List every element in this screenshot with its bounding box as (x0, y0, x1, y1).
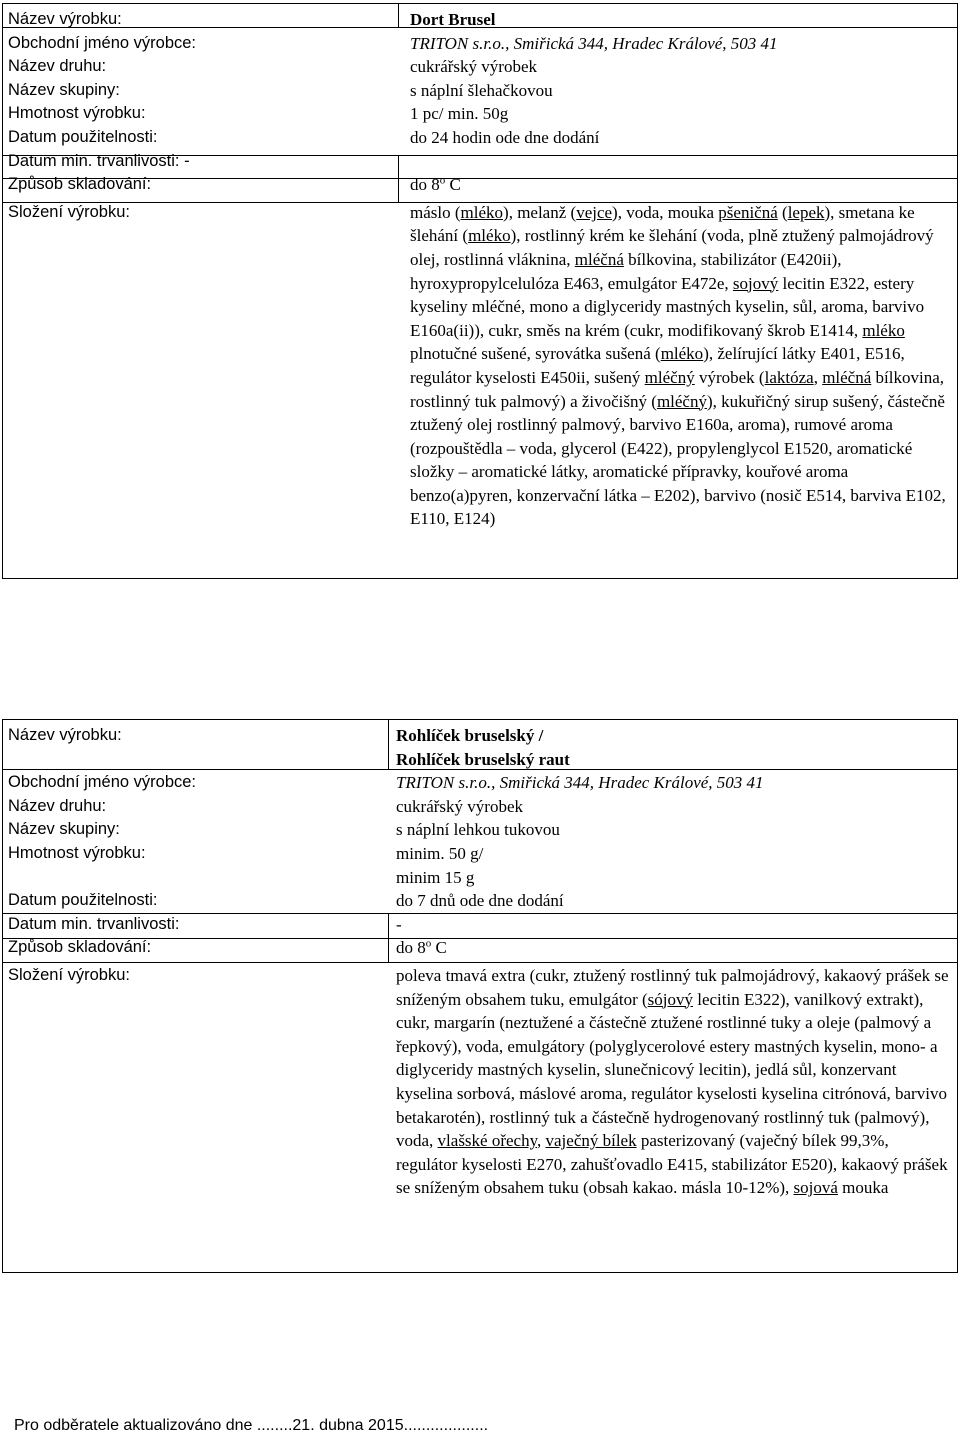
allergen-term: sojová (793, 1178, 838, 1198)
storage-value: do 8$^o$ C (410, 174, 461, 195)
allergen-term: sojový (732, 273, 779, 293)
update-note: Pro odběratele aktualizováno dne ........21. dubna 2015................... (14, 1417, 489, 1434)
allergen-term: vlašské ořechy (437, 1131, 537, 1151)
kind-label: Název druhu: (8, 796, 107, 815)
composition-segment: mouka (837, 1178, 889, 1198)
allergen-term: mléčná (574, 249, 624, 269)
degree-sign: o (425, 937, 432, 950)
composition-label: Složení výrobku: (8, 965, 130, 984)
min-durability-label: Datum min. trvanlivosti: - (8, 151, 190, 170)
maker-brand: TRITON s.r.o. (410, 33, 506, 53)
group-label: Název skupiny: (8, 80, 120, 99)
composition-segment: ), voda, mouka (612, 202, 719, 222)
kind-value: cukrářský výrobek (396, 796, 523, 816)
use-by-label: Datum použitelnosti: (8, 891, 158, 910)
allergen-term: mléko (460, 202, 504, 222)
use-by-label: Datum použitelnosti: (8, 127, 158, 146)
table-row (2, 936, 958, 960)
weight-value: minim. 50 g/ minim 15 g (396, 843, 484, 887)
use-by-value: do 24 hodin ode dne dodání (410, 127, 600, 147)
allergen-term: lepek (787, 202, 825, 222)
composition-segment: plnotučné sušené, syrovátka sušená ( (410, 344, 661, 364)
maker-label: Obchodní jméno výrobce: (8, 33, 197, 52)
composition-label: Složení výrobku: (8, 202, 130, 221)
table-row (2, 771, 958, 795)
table-row (2, 126, 958, 150)
composition-segment: , (813, 367, 823, 387)
allergen-term: laktóza (764, 367, 814, 387)
composition-segment: pasterizovaný (vaječný bílek 99,3%, regulátor kyselosti E270, zahušťovadlo E415, stabilizátor E520), kakaový prášek se sníženým obsahem tuku (obsah kakao. másla 10-12%), (396, 1131, 948, 1198)
table-row (2, 720, 958, 771)
table-row (2, 55, 958, 79)
allergen-term: sójový (647, 989, 693, 1009)
composition-text (400, 197, 958, 537)
composition-segment: ), smetana ke šlehání ( (410, 202, 915, 246)
weight-label: Hmotnost výrobku: (8, 843, 146, 862)
composition-segment: ), kukuřičný sirup sušený, částečně ztužený olej rostlinný palmový, barvivo E160a, aroma), rumové aroma (rozpouštědla – voda, glycerol (E422), propylenglycol E1520, aromatické složky – aromatické látky, aromatické přípravky, kouřové aroma benzo(a)pyren, konzervační látka – E202), barvivo (nosič E514, barviva E102, E110, E124) (410, 391, 946, 529)
allergen-term: mléčná (822, 367, 872, 387)
composition-segment: bílkovina, rostlinný tuk palmový) a živočišný ( (410, 367, 944, 411)
allergen-term: pšeničná (718, 202, 778, 222)
composition-segment: lecitin E322, estery kyseliny mléčné, mono a diglyceridy mastných kyselin, sůl, aroma, barvivo E160a(ii)), cukr, směs na krém (cukr, modifikovaný škrob E1414, (410, 273, 925, 340)
maker-label: Obchodní jméno výrobce: (8, 773, 197, 792)
weight-value: 1 pc/ min. 50g (410, 104, 509, 124)
composition-segment: ), želírující látky E401, E516, regulátor kyselosti E450ii, sušený (410, 344, 905, 387)
composition-segment: bílkovina, stabilizátor (E420ii), hyroxypropylcelulóza E463, emulgátor E472e, (410, 249, 842, 293)
composition-segment: ), melanž ( (503, 202, 577, 222)
table-row (2, 197, 958, 537)
table-row (2, 150, 958, 174)
storage-value: do 8$^o$ C (396, 937, 447, 958)
table-row (2, 818, 958, 842)
kind-label: Název druhu: (8, 57, 107, 76)
table-row (2, 173, 958, 197)
composition-segment: , (537, 1131, 546, 1151)
storage-label: Způsob skladování: (8, 175, 152, 194)
maker-address: , Smiřická 344, Hradec Králové, 503 41 (505, 33, 778, 53)
group-label: Název skupiny: (8, 820, 120, 839)
allergen-term: mléko (660, 344, 704, 364)
allergen-term: vaječný bílek (545, 1131, 637, 1151)
allergen-term: mléko (862, 320, 905, 340)
allergen-term: mléčný (644, 367, 695, 387)
composition-segment: ( (777, 202, 788, 222)
composition-segment: ), rostlinný krém ke šlehání (voda, plně ztužený palmojádrový olej, rostlinná vláknina, (410, 226, 934, 269)
weight-label: Hmotnost výrobku: (8, 104, 146, 123)
table-row (2, 889, 958, 913)
table-row (2, 4, 958, 32)
composition-segment: poleva tmavá extra (cukr, ztužený rostlinný tuk palmojádrový, kakaový prášek se sníženým obsahem tuku, emulgátor ( (396, 965, 949, 1009)
product-spec-table-2 (2, 720, 958, 1206)
storage-label: Způsob skladování: (8, 938, 152, 957)
kind-value: cukrářský výrobek (410, 57, 537, 77)
table-row (2, 842, 958, 889)
table-row (2, 913, 958, 937)
product-name-label: Název výrobku: (8, 726, 122, 744)
product-spec-table-1 (2, 4, 958, 537)
table-row (2, 795, 958, 819)
maker-value (390, 771, 958, 795)
maker-brand: TRITON s.r.o. (396, 773, 492, 793)
min-durability-label: Datum min. trvanlivosti: (8, 914, 180, 933)
group-value: s náplní lehkou tukovou (396, 820, 560, 840)
degree-sign: o (439, 174, 446, 187)
allergen-term: vejce (576, 202, 613, 222)
composition-segment: máslo ( (410, 202, 461, 222)
allergen-term: mléčný (656, 391, 707, 411)
composition-segment: lecitin E322), vanilkový extrakt), cukr, margarín (neztužené a částečně ztužené rostlinné tuky a oleje (palmový a řepkový), voda, emulgátory (polyglycerolové estery mastných kyselin, mono- a diglyceridy mastných kyselin, slunečnicový lecitin), jedlá sůl, konzervant kyselina sorbová, máslové aroma, regulátor kyselosti kyselina citrónová, barvivo betakarotén), rostlinný tuk a částečně hydrogenovaný rostlinný tuk (palmový), voda, (396, 989, 947, 1151)
maker-value (400, 32, 958, 56)
group-value: s náplní šlehačkovou (410, 80, 553, 100)
min-durability-value: - (184, 151, 190, 170)
min-durability-value: - (396, 914, 402, 934)
composition-text (390, 960, 958, 1206)
composition-segment: výrobek ( (694, 367, 765, 387)
table-row (2, 32, 958, 56)
product-name: Dort Brusel (410, 10, 496, 29)
product-name-label: Název výrobku: (8, 10, 122, 28)
maker-address: , Smiřická 344, Hradec Králové, 503 41 (491, 773, 764, 793)
product-name: Rohlíček bruselský / Rohlíček bruselský raut (396, 726, 570, 769)
table-row (2, 102, 958, 126)
allergen-term: mléko (468, 226, 511, 246)
table-row (2, 79, 958, 103)
use-by-value: do 7 dnů ode dne dodání (396, 891, 564, 911)
table-row (2, 960, 958, 1206)
